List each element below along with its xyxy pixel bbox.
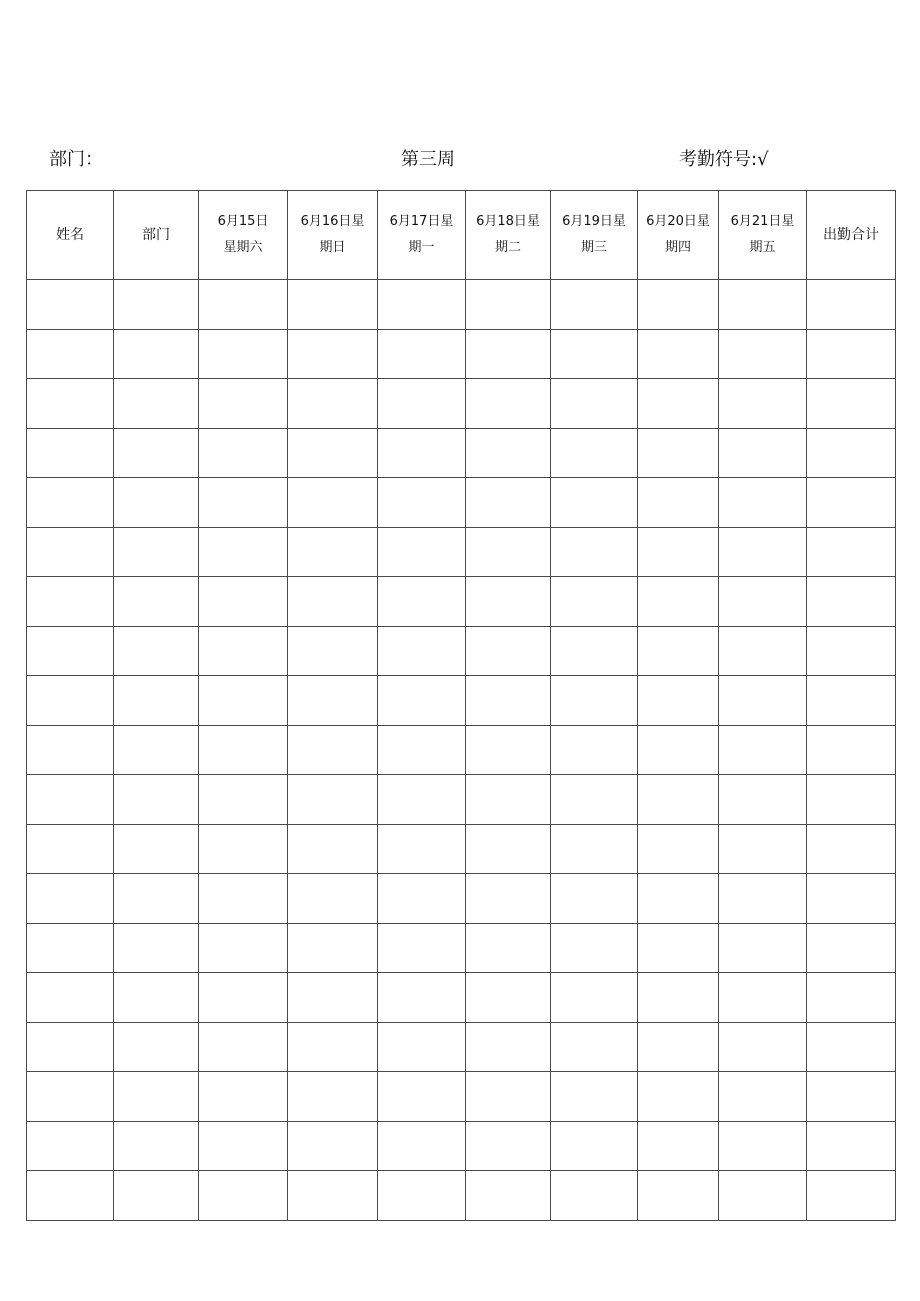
table-cell[interactable] [638, 923, 719, 973]
table-cell[interactable] [719, 280, 807, 330]
table-cell[interactable] [378, 824, 466, 874]
table-cell[interactable] [199, 1022, 288, 1072]
table-cell[interactable] [807, 1072, 896, 1122]
table-cell[interactable] [114, 725, 199, 775]
table-cell[interactable] [288, 1171, 378, 1221]
table-cell[interactable] [288, 329, 378, 379]
table-cell[interactable] [466, 626, 551, 676]
table-cell[interactable] [199, 577, 288, 627]
table-cell[interactable] [807, 280, 896, 330]
table-cell[interactable] [199, 478, 288, 528]
table-cell[interactable] [288, 676, 378, 726]
table-cell[interactable] [719, 577, 807, 627]
table-cell[interactable] [27, 280, 114, 330]
table-cell[interactable] [638, 775, 719, 825]
table-cell[interactable] [27, 725, 114, 775]
column-header-jun15: 6月15日 星期六 [199, 191, 288, 280]
table-cell[interactable] [114, 1022, 199, 1072]
table-cell[interactable] [199, 973, 288, 1023]
table-cell[interactable] [27, 1121, 114, 1171]
table-cell[interactable] [551, 527, 638, 577]
department-label: 部门： [49, 149, 103, 170]
table-cell[interactable] [719, 478, 807, 528]
table-row [27, 775, 896, 825]
table-cell[interactable] [719, 1171, 807, 1221]
table-cell[interactable] [551, 329, 638, 379]
table-cell[interactable] [378, 973, 466, 1023]
table-cell[interactable] [807, 626, 896, 676]
header-row [27, 191, 896, 280]
table-cell[interactable] [288, 824, 378, 874]
table-cell[interactable] [638, 379, 719, 429]
attendance-symbol-label: 考勤符号:√ [679, 149, 769, 170]
table-cell[interactable] [378, 478, 466, 528]
table-cell[interactable] [288, 428, 378, 478]
column-header-jun16: 6月16日星 期日 [288, 191, 378, 280]
table-row [27, 973, 896, 1023]
table-cell[interactable] [807, 973, 896, 1023]
table-cell[interactable] [199, 725, 288, 775]
table-cell[interactable] [288, 379, 378, 429]
table-cell[interactable] [638, 428, 719, 478]
table-cell[interactable] [27, 676, 114, 726]
table-cell[interactable] [719, 1072, 807, 1122]
table-cell[interactable] [199, 923, 288, 973]
table-cell[interactable] [638, 1022, 719, 1072]
table-cell[interactable] [288, 775, 378, 825]
table-row [27, 1022, 896, 1072]
table-cell[interactable] [378, 577, 466, 627]
table-cell[interactable] [466, 577, 551, 627]
table-cell[interactable] [288, 577, 378, 627]
table-cell[interactable] [288, 725, 378, 775]
column-header-name: 姓名 [27, 191, 114, 280]
table-cell[interactable] [27, 1171, 114, 1221]
table-cell[interactable] [551, 577, 638, 627]
table-cell[interactable] [27, 775, 114, 825]
table-cell[interactable] [466, 527, 551, 577]
column-header-department: 部门 [114, 191, 199, 280]
table-cell[interactable] [27, 478, 114, 528]
table-cell[interactable] [719, 1022, 807, 1072]
table-cell[interactable] [551, 824, 638, 874]
table-cell[interactable] [378, 329, 466, 379]
table-cell[interactable] [114, 379, 199, 429]
table-cell[interactable] [114, 626, 199, 676]
table-cell[interactable] [807, 527, 896, 577]
table-cell[interactable] [199, 1121, 288, 1171]
table-cell[interactable] [114, 676, 199, 726]
table-cell[interactable] [378, 1022, 466, 1072]
table-row [27, 280, 896, 330]
column-header-jun18: 6月18日星 期二 [466, 191, 551, 280]
table-cell[interactable] [807, 775, 896, 825]
table-cell[interactable] [27, 428, 114, 478]
column-header-jun20: 6月20日星 期四 [638, 191, 719, 280]
table-cell[interactable] [199, 1171, 288, 1221]
table-cell[interactable] [466, 379, 551, 429]
table-cell[interactable] [466, 973, 551, 1023]
table-cell[interactable] [27, 1072, 114, 1122]
table-cell[interactable] [807, 329, 896, 379]
table-cell[interactable] [378, 379, 466, 429]
table-cell[interactable] [638, 725, 719, 775]
table-cell[interactable] [114, 527, 199, 577]
table-cell[interactable] [466, 1121, 551, 1171]
table-cell[interactable] [719, 1121, 807, 1171]
table-cell[interactable] [114, 1072, 199, 1122]
table-row [27, 329, 896, 379]
table-cell[interactable] [807, 577, 896, 627]
table-cell[interactable] [638, 676, 719, 726]
table-cell[interactable] [27, 923, 114, 973]
table-cell[interactable] [199, 626, 288, 676]
table-cell[interactable] [199, 1072, 288, 1122]
table-cell[interactable] [466, 775, 551, 825]
column-header-jun21: 6月21日星 期五 [719, 191, 807, 280]
table-cell[interactable] [466, 676, 551, 726]
table-cell[interactable] [807, 1022, 896, 1072]
column-header-jun19: 6月19日星 期三 [551, 191, 638, 280]
table-cell[interactable] [27, 577, 114, 627]
table-cell[interactable] [551, 1121, 638, 1171]
table-cell[interactable] [288, 527, 378, 577]
table-cell[interactable] [466, 478, 551, 528]
table-cell[interactable] [551, 725, 638, 775]
table-cell[interactable] [551, 379, 638, 429]
table-cell[interactable] [638, 478, 719, 528]
table-cell[interactable] [27, 379, 114, 429]
table-cell[interactable] [27, 824, 114, 874]
table-cell[interactable] [719, 923, 807, 973]
table-cell[interactable] [378, 428, 466, 478]
table-cell[interactable] [638, 329, 719, 379]
table-row [27, 923, 896, 973]
table-row [27, 577, 896, 627]
table-cell[interactable] [719, 428, 807, 478]
table-cell[interactable] [27, 973, 114, 1023]
table-cell[interactable] [551, 1072, 638, 1122]
table-cell[interactable] [807, 478, 896, 528]
table-cell[interactable] [719, 775, 807, 825]
table-cell[interactable] [378, 626, 466, 676]
table-cell[interactable] [288, 923, 378, 973]
table-cell[interactable] [807, 824, 896, 874]
table-cell[interactable] [27, 874, 114, 924]
table-cell[interactable] [378, 1171, 466, 1221]
table-cell[interactable] [719, 725, 807, 775]
table-cell[interactable] [551, 1171, 638, 1221]
table-cell[interactable] [638, 577, 719, 627]
table-cell[interactable] [466, 874, 551, 924]
table-cell[interactable] [114, 577, 199, 627]
table-cell[interactable] [638, 1121, 719, 1171]
table-cell[interactable] [466, 923, 551, 973]
table-cell[interactable] [288, 280, 378, 330]
week-title: 第三周 [401, 149, 455, 170]
table-cell[interactable] [719, 676, 807, 726]
table-cell[interactable] [551, 973, 638, 1023]
table-cell[interactable] [551, 1022, 638, 1072]
table-cell[interactable] [638, 527, 719, 577]
table-cell[interactable] [288, 1121, 378, 1171]
table-cell[interactable] [378, 923, 466, 973]
table-cell[interactable] [114, 329, 199, 379]
table-cell[interactable] [551, 923, 638, 973]
table-cell[interactable] [638, 874, 719, 924]
table-cell[interactable] [114, 478, 199, 528]
table-cell[interactable] [719, 626, 807, 676]
table-cell[interactable] [807, 379, 896, 429]
table-row [27, 478, 896, 528]
table-row [27, 824, 896, 874]
table-cell[interactable] [199, 428, 288, 478]
table-cell[interactable] [114, 775, 199, 825]
table-cell[interactable] [114, 1121, 199, 1171]
table-cell[interactable] [638, 1171, 719, 1221]
table-row [27, 1121, 896, 1171]
table-cell[interactable] [288, 1072, 378, 1122]
table-row [27, 428, 896, 478]
table-cell[interactable] [378, 1121, 466, 1171]
table-cell[interactable] [466, 280, 551, 330]
table-cell[interactable] [807, 725, 896, 775]
table-cell[interactable] [719, 874, 807, 924]
table-cell[interactable] [719, 329, 807, 379]
table-cell[interactable] [199, 280, 288, 330]
table-cell[interactable] [199, 379, 288, 429]
table-cell[interactable] [719, 824, 807, 874]
table-cell[interactable] [719, 973, 807, 1023]
table-cell[interactable] [466, 1171, 551, 1221]
table-cell[interactable] [466, 1022, 551, 1072]
table-cell[interactable] [551, 428, 638, 478]
table-cell[interactable] [27, 626, 114, 676]
table-cell[interactable] [551, 280, 638, 330]
table-cell[interactable] [551, 676, 638, 726]
table-cell[interactable] [551, 626, 638, 676]
table-cell[interactable] [114, 280, 199, 330]
table-cell[interactable] [551, 775, 638, 825]
column-header-jun17: 6月17日星 期一 [378, 191, 466, 280]
table-cell[interactable] [378, 874, 466, 924]
table-cell[interactable] [199, 676, 288, 726]
table-cell[interactable] [807, 676, 896, 726]
table-cell[interactable] [719, 527, 807, 577]
table-cell[interactable] [199, 824, 288, 874]
table-cell[interactable] [466, 1072, 551, 1122]
table-cell[interactable] [378, 676, 466, 726]
table-cell[interactable] [114, 874, 199, 924]
table-row [27, 874, 896, 924]
table-cell[interactable] [27, 1022, 114, 1072]
table-cell[interactable] [638, 824, 719, 874]
table-cell[interactable] [551, 478, 638, 528]
table-row [27, 626, 896, 676]
table-cell[interactable] [466, 824, 551, 874]
table-cell[interactable] [807, 428, 896, 478]
table-cell[interactable] [551, 874, 638, 924]
table-body [27, 280, 896, 1221]
table-cell[interactable] [638, 1072, 719, 1122]
table-cell[interactable] [807, 1171, 896, 1221]
table-row [27, 527, 896, 577]
table-cell[interactable] [638, 973, 719, 1023]
attendance-table [26, 190, 896, 1221]
table-cell[interactable] [378, 775, 466, 825]
table-cell[interactable] [378, 1072, 466, 1122]
table-cell[interactable] [807, 874, 896, 924]
table-cell[interactable] [288, 874, 378, 924]
table-cell[interactable] [378, 280, 466, 330]
table-cell[interactable] [807, 1121, 896, 1171]
table-cell[interactable] [199, 775, 288, 825]
table-cell[interactable] [719, 379, 807, 429]
table-cell[interactable] [466, 725, 551, 775]
table-cell[interactable] [807, 923, 896, 973]
table-cell[interactable] [466, 428, 551, 478]
table-cell[interactable] [114, 824, 199, 874]
table-cell[interactable] [114, 428, 199, 478]
table-cell[interactable] [288, 626, 378, 676]
sheet-header [0, 147, 920, 173]
table-cell[interactable] [288, 973, 378, 1023]
table-cell[interactable] [466, 329, 551, 379]
table-row [27, 725, 896, 775]
column-header-total: 出勤合计 [807, 191, 896, 280]
table-cell[interactable] [27, 527, 114, 577]
table-row [27, 379, 896, 429]
table-cell[interactable] [199, 874, 288, 924]
table-cell[interactable] [114, 1171, 199, 1221]
table-cell[interactable] [114, 923, 199, 973]
table-cell[interactable] [378, 527, 466, 577]
table-cell[interactable] [199, 329, 288, 379]
table-cell[interactable] [638, 280, 719, 330]
table-cell[interactable] [114, 973, 199, 1023]
table-cell[interactable] [288, 1022, 378, 1072]
table-cell[interactable] [378, 725, 466, 775]
table-row [27, 1171, 896, 1221]
table-row [27, 676, 896, 726]
table-cell[interactable] [199, 527, 288, 577]
table-cell[interactable] [288, 478, 378, 528]
table-row [27, 1072, 896, 1122]
table-cell[interactable] [638, 626, 719, 676]
table-cell[interactable] [27, 329, 114, 379]
